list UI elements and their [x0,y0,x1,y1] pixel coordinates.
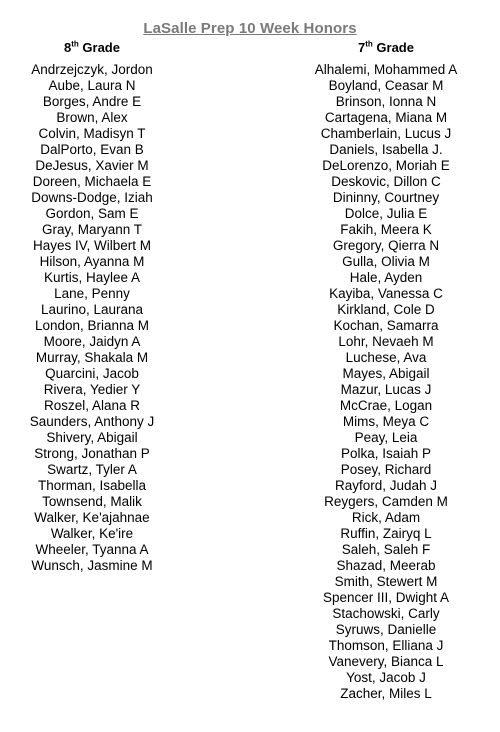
grade-7-student-name: Stachowski, Carly [332,606,440,621]
grade-7-student-name: Boyland, Ceasar M [328,78,444,93]
grade-7-student-name: McCrae, Logan [339,398,433,413]
grade-7-student-name: Gulla, Olivia M [342,254,430,269]
grade-7-student-name: Alhalemi, Mohammed A [314,62,458,77]
grade-8-student-name: Andrzejczyk, Jordon [31,62,153,77]
grade-7-student-name: Rick, Adam [351,510,421,525]
grade-7-student-name: Brinson, Ionna N [335,94,437,109]
grade-7-student-name: Daniels, Isabella J. [329,142,443,157]
grade-8-student-name: Gray, Maryann T [41,222,143,237]
grade-7-student-name: Spencer III, Dwight A [322,590,450,605]
grade-7-student-name: Lohr, Nevaeh M [338,334,434,349]
grade-8-student-name: Murray, Shakala M [35,350,149,365]
grade-7-heading-number: 7 [358,40,366,55]
grade-8-heading [0,38,184,58]
grade-8-student-name: Townsend, Malik [42,494,142,509]
grade-8-student-name: Thorman, Isabella [37,478,147,493]
grade-7-name-list [286,62,486,702]
grade-7-student-name: Zacher, Miles L [340,686,432,701]
grade-7-student-name: Ruffin, Zairyq L [340,526,432,541]
grade-8-student-name: DalPorto, Evan B [40,142,144,157]
grade-7-heading-label: Grade [372,40,414,55]
grade-7-student-name: Mayes, Abigail [342,366,430,381]
grade-7-student-name: Dolce, Julia E [344,206,428,221]
grade-7-heading [286,38,486,58]
grade-8-student-name: Brown, Alex [56,110,128,125]
grade-8-student-name: Moore, Jaidyn A [43,334,141,349]
grade-7-student-name: Fakih, Meera K [340,222,432,237]
grade-7-student-name: Posey, Richard [340,462,432,477]
grade-8-student-name: Wheeler, Tyanna A [35,542,149,557]
grade-7-student-name: Kayiba, Vanessa C [329,286,443,301]
grade-7-student-name: Peay, Leia [354,430,418,445]
grade-7-student-name: Mazur, Lucas J [340,382,432,397]
grade-8-student-name: Rivera, Yedier Y [43,382,141,397]
grade-8-student-name: Walker, Ke'ajahnae [34,510,150,525]
grade-7-student-name: Saleh, Saleh F [341,542,431,557]
page-title: LaSalle Prep 10 Week Honors [143,20,357,37]
grade-7-student-name: Gregory, Qierra N [332,238,440,253]
grade-7-student-name: Yost, Jacob J [346,670,426,685]
grade-7-student-name: Rayford, Judah J [334,478,438,493]
grade-8-name-list [0,62,184,574]
grade-7-student-name: Kirkland, Cole D [337,302,435,317]
grade-8-column [0,38,184,574]
grade-8-student-name: Lane, Penny [54,286,130,301]
grade-8-student-name: London, Brianna M [34,318,150,333]
grade-8-student-name: Downs-Dodge, Iziah [31,190,153,205]
grade-8-student-name: Kurtis, Haylee A [43,270,141,285]
grade-7-student-name: Shazad, Meerab [336,558,436,573]
grade-7-student-name: Vanevery, Bianca L [328,654,444,669]
grade-7-student-name: Chamberlain, Lucus J [320,126,452,141]
grade-8-student-name: Shivery, Abigail [46,430,138,445]
grade-8-student-name: Strong, Jonathan P [34,446,150,461]
grade-8-student-name: Walker, Ke'ire [50,526,134,541]
grade-7-heading-suffix: th [365,39,373,49]
grade-7-student-name: Mims, Meya C [342,414,430,429]
grade-7-column [286,38,486,702]
grade-8-student-name: Aube, Laura N [48,78,136,93]
grade-7-student-name: DeLorenzo, Moriah E [322,158,450,173]
grade-7-student-name: Kochan, Samarra [333,318,439,333]
grade-8-student-name: Doreen, Michaela E [32,174,152,189]
grade-8-student-name: Hayes IV, Wilbert M [32,238,152,253]
grade-8-student-name: Saunders, Anthony J [29,414,155,429]
grade-7-student-name: Smith, Stewert M [334,574,438,589]
grade-8-heading-label: Grade [78,40,120,55]
grade-7-student-name: Cartagena, Miana M [324,110,448,125]
grade-8-student-name: Wunsch, Jasmine M [31,558,153,573]
grade-7-student-name: Reygers, Camden M [324,494,448,509]
grade-7-student-name: Luchese, Ava [345,350,427,365]
grade-8-student-name: Borges, Andre E [42,94,142,109]
grade-7-student-name: Syruws, Danielle [335,622,437,637]
grade-7-student-name: Deskovic, Dillon C [331,174,441,189]
grade-7-student-name: Hale, Ayden [349,270,423,285]
grade-8-student-name: Colvin, Madisyn T [38,126,146,141]
grade-8-student-name: Roszel, Alana R [43,398,141,413]
grade-8-heading-suffix: th [71,39,79,49]
grade-8-student-name: Laurino, Laurana [40,302,144,317]
grade-8-student-name: Gordon, Sam E [45,206,139,221]
grade-8-student-name: Swartz, Tyler A [47,462,137,477]
grade-8-heading-number: 8 [64,40,72,55]
grade-7-student-name: Dininny, Courtney [332,190,440,205]
grade-8-student-name: Hilson, Ayanna M [39,254,145,269]
grade-7-student-name: Thomson, Elliana J [328,638,444,653]
grade-8-student-name: Quarcini, Jacob [45,366,139,381]
grade-7-student-name: Polka, Isaiah P [340,446,432,461]
grade-8-student-name: DeJesus, Xavier M [35,158,149,173]
